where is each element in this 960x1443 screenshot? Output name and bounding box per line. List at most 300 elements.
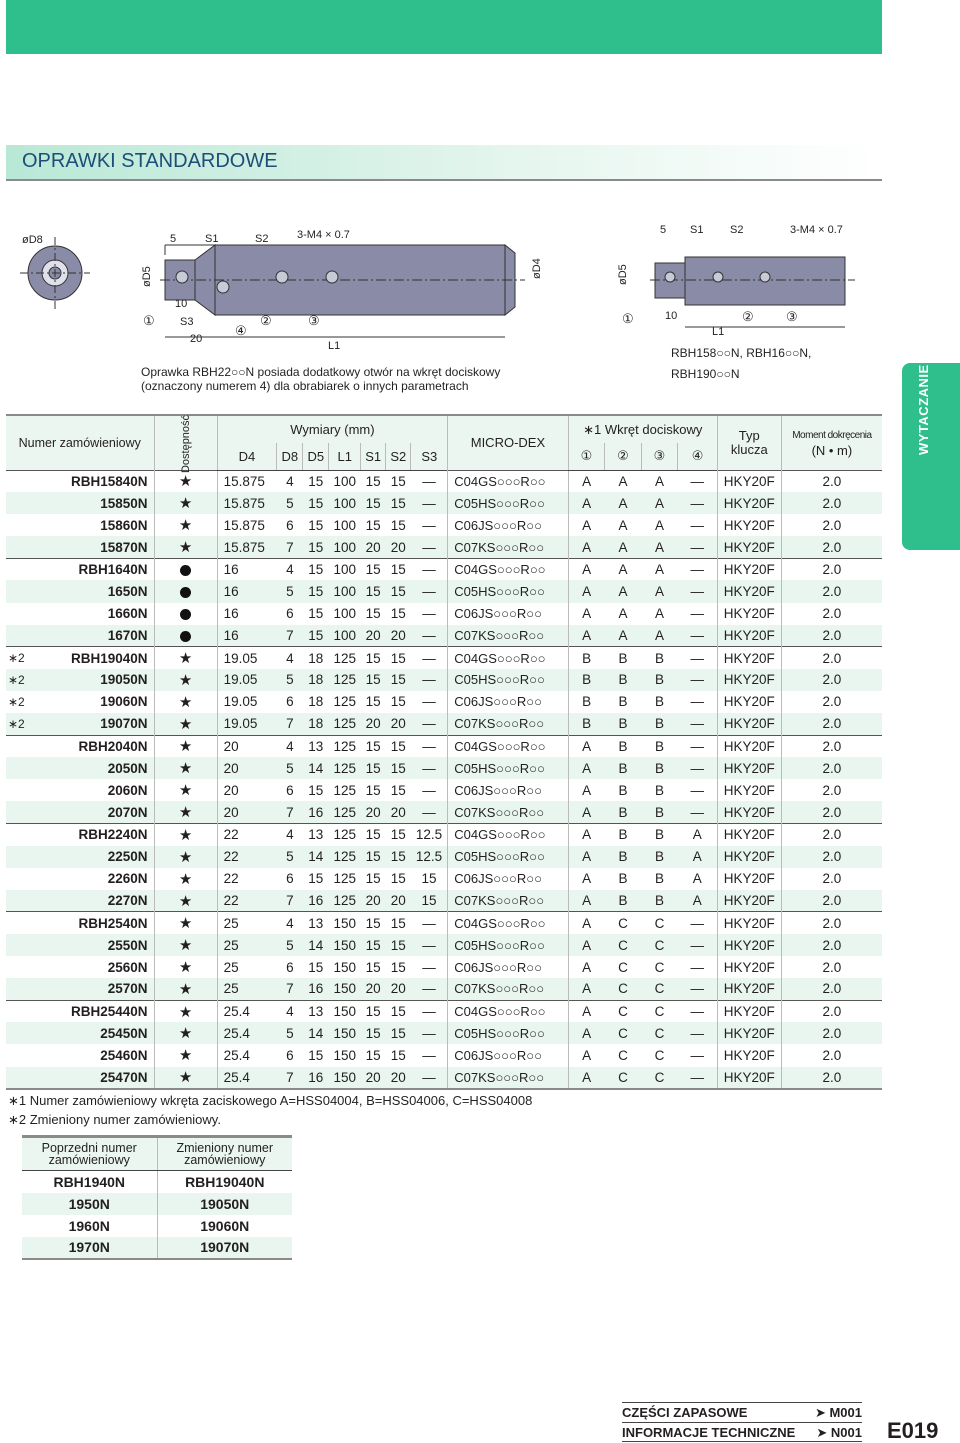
dot-icon [180,565,191,576]
svg-text:S2: S2 [255,233,269,245]
cell-c2: A [618,539,628,555]
table-row [6,912,882,934]
col-dim-4: S1 [361,443,386,470]
cell-d8: 4 [277,558,303,580]
cell-s1: 15 [365,606,381,622]
cell-availability [154,492,217,514]
svg-text:5: 5 [660,224,667,236]
cell-key: HKY20F [717,647,781,669]
cell-s1: 20 [365,981,381,997]
star-icon: ★ [178,539,193,557]
cell-key: HKY20F [717,691,781,713]
side-tab[interactable] [902,363,960,550]
cell-availability [154,603,217,625]
cell-no: 2060N [27,779,154,801]
star-icon: ★ [178,915,193,933]
col-key-type: Typ klucza [717,415,781,470]
cell-d8: 5 [286,672,294,688]
cell-l1: 125 [329,735,361,757]
cell-c2: C [618,981,628,997]
cell-no: 2070N [27,801,154,823]
cell-s3: — [422,517,436,533]
cell-d4: 22 [223,849,239,865]
cell-no: RBH2240N [27,824,154,846]
old-order-no: RBH1940N [53,1173,126,1190]
cell-d5: 14 [308,760,324,776]
cell-tq: 2.0 [822,782,842,798]
cell-c3: C [641,1000,678,1022]
table-row [22,1193,292,1215]
link-technical-info[interactable]: INFORMACJE TECHNICZNE ➤ N001 [622,1422,862,1442]
cell-s3: — [422,495,436,511]
cell-d5: 16 [303,1067,329,1089]
star-icon: ★ [178,715,193,733]
cell-c4: — [690,694,705,710]
cell-no: RBH15840N [27,470,154,492]
table-row [6,558,882,580]
cell-c4: — [690,716,705,732]
cell-d5: 15 [308,1047,324,1063]
cell-key: HKY20F [717,558,781,580]
cell-c2: B [618,804,628,820]
cell-c2: C [618,1025,628,1041]
cell-c1: A [582,1025,592,1041]
star-icon: ★ [178,892,193,910]
cell-c4: — [678,1067,718,1089]
cell-md: C07KS○○○R○○ [448,801,568,823]
cell-d8: 7 [286,804,294,820]
cell-d4: 25.4 [223,1047,250,1063]
star-icon: ★ [178,693,193,711]
cell-md: C07KS○○○R○○ [448,890,568,912]
cell-c4: — [690,606,705,622]
cell-c4: — [678,735,718,757]
cell-d8: 4 [277,470,303,492]
cell-d4: 25.4 [223,1025,250,1041]
table-row [6,669,882,691]
cell-no: 15850N [27,492,154,514]
svg-text:①: ① [622,311,634,326]
cell-s3: — [422,716,436,732]
cell-c3: A [654,539,664,555]
cell-availability [154,580,217,602]
cell-tq: 2.0 [781,1067,882,1089]
cell-availability [154,470,217,492]
cell-key: HKY20F [717,1044,781,1066]
col-order-no: Numer zamówieniowy [6,415,154,470]
cell-c2: C [618,937,628,953]
cell-c4: — [690,1047,705,1063]
cell-availability [154,846,217,868]
cell-mark [6,890,27,912]
cell-c4: — [678,647,718,669]
col-dim-0: D4 [217,443,277,470]
cell-c1: A [568,735,605,757]
cell-mark [6,735,27,757]
cell-key: HKY20F [717,890,781,912]
cell-mark [6,824,27,846]
cell-c1: A [568,824,605,846]
star-icon: ★ [178,848,193,866]
star-icon: ★ [178,870,193,888]
cell-no: 15870N [27,536,154,558]
cell-c1: A [582,981,592,997]
col-dim-3: L1 [329,443,361,470]
cell-key: HKY20F [717,536,781,558]
cell-s1: 15 [365,1025,381,1041]
cell-mark [6,757,27,779]
table-row [6,846,882,868]
link-spare-parts[interactable]: CZĘŚCI ZAPASOWE ➤ M001 [622,1402,862,1422]
cell-key: HKY20F [717,1000,781,1022]
cell-md: C05HS○○○R○○ [448,669,568,691]
cell-c3: A [654,606,664,622]
cell-d8: 5 [286,584,294,600]
cell-d5: 16 [308,981,324,997]
cell-mark [6,1067,27,1089]
cell-availability [154,912,217,934]
cell-s1: 15 [361,647,386,669]
cell-md: C04GS○○○R○○ [448,912,568,934]
cell-c4: — [678,912,718,934]
svg-text:L1: L1 [328,340,341,352]
cell-c2: C [605,1067,642,1089]
cell-c4: — [690,782,705,798]
cell-no: 19060N [27,691,154,713]
cell-d4: 15.875 [223,539,265,555]
drawing-right [600,215,860,345]
col-torque: Moment dokręcenia (N • m) [781,415,882,470]
cell-s1: 15 [365,959,381,975]
cell-tq: 2.0 [822,517,842,533]
cell-s2: 15 [386,558,411,580]
cell-md: C05HS○○○R○○ [448,492,568,514]
cell-availability [154,691,217,713]
cell-s2: 15 [390,871,406,887]
cell-d8: 7 [286,716,294,732]
cell-c3: A [641,558,678,580]
svg-text:3-M4 × 0.7: 3-M4 × 0.7 [297,229,350,241]
star-icon: ★ [178,937,193,955]
cell-d5: 13 [303,824,329,846]
col-screw-0: ① [568,443,605,470]
cell-availability [154,757,217,779]
cell-d5: 18 [303,647,329,669]
cell-key: HKY20F [717,735,781,757]
svg-text:①: ① [143,313,155,328]
table-row [6,580,882,602]
top-color-band [6,0,882,54]
cell-c2: A [618,627,628,643]
cell-c3: A [654,627,664,643]
cell-availability [154,558,217,580]
old-order-no: 1970N [22,1237,157,1259]
cell-availability [154,1067,217,1089]
cell-s3: — [422,760,436,776]
table-row [6,779,882,801]
table-row [6,824,882,846]
table-row [22,1237,292,1259]
cell-no: RBH25440N [27,1000,154,1022]
reference-links [622,1402,862,1442]
cell-c1: B [568,647,605,669]
cell-c1: A [568,558,605,580]
svg-text:②: ② [742,309,754,324]
cell-d5: 18 [308,694,324,710]
cell-availability [154,978,217,1000]
cell-c3: B [654,849,664,865]
cell-mark [6,514,27,536]
cell-d4: 15.875 [223,517,265,533]
cell-s3: — [411,558,448,580]
star-icon: ★ [178,826,193,844]
col-dim-1: D8 [277,443,303,470]
cell-c1: A [582,495,592,511]
col-screw-2: ③ [641,443,678,470]
cell-c3: B [641,824,678,846]
cell-c2: A [618,495,628,511]
cell-d5: 13 [303,1000,329,1022]
new-order-no: 19070N [157,1237,292,1259]
svg-text:S1: S1 [205,233,219,245]
cell-tq: 2.0 [781,735,882,757]
cell-s3: — [411,1067,448,1089]
cell-l1: 100 [333,517,356,533]
cell-s3: — [422,584,436,600]
cell-d8: 5 [286,849,294,865]
section-title-bar [6,145,882,181]
spec-table [6,414,882,1090]
cell-mark [6,801,27,823]
cell-key: HKY20F [717,757,781,779]
cell-s1: 15 [365,782,381,798]
cell-no: RBH2040N [27,735,154,757]
cell-c4: — [690,959,705,975]
cell-c4: A [692,893,702,909]
cell-mark [6,846,27,868]
cell-c2: B [618,672,628,688]
cell-l1: 150 [333,937,356,953]
cell-s2: 20 [390,716,406,732]
cell-d4: 19.05 [223,694,258,710]
cell-d8: 4 [277,1000,303,1022]
cell-no: 2250N [27,846,154,868]
cell-d4: 19.05 [223,672,258,688]
cell-s2: 15 [386,735,411,757]
cell-c4: A [678,824,718,846]
cell-c2: B [618,893,628,909]
cell-tq: 2.0 [781,1000,882,1022]
cell-md: C06JS○○○R○○ [448,514,568,536]
cell-s2: 15 [386,470,411,492]
cell-d5: 18 [308,716,324,732]
cell-d5: 14 [308,849,324,865]
cell-d4: 19.05 [217,647,277,669]
cell-s3: — [422,627,436,643]
cell-s2: 20 [390,627,406,643]
svg-text:③: ③ [308,313,320,328]
cell-tq: 2.0 [781,558,882,580]
cell-md: C07KS○○○R○○ [448,978,568,1000]
cell-l1: 125 [333,760,356,776]
cell-d8: 4 [277,647,303,669]
cell-s1: 15 [365,495,381,511]
cell-s1: 15 [361,470,386,492]
cell-c1: A [582,893,592,909]
cell-tq: 2.0 [822,672,842,688]
cell-key: HKY20F [717,580,781,602]
cell-s2: 15 [390,694,406,710]
cell-c3: A [654,584,664,600]
star-icon: ★ [178,671,193,689]
cell-s1: 15 [361,824,386,846]
cell-md: C04GS○○○R○○ [448,1000,568,1022]
cell-md: C05HS○○○R○○ [448,934,568,956]
cell-s1: 15 [365,517,381,533]
cell-c4: — [690,584,705,600]
cell-key: HKY20F [717,514,781,536]
cell-no: 1660N [27,603,154,625]
svg-text:øD4: øD4 [531,258,543,279]
cell-s2: 15 [390,606,406,622]
cell-md: C05HS○○○R○○ [448,1022,568,1044]
cell-c4: — [690,672,705,688]
cell-c3: B [641,735,678,757]
table-row [6,625,882,647]
section-title: OPRAWKI STANDARDOWE [22,150,278,172]
cell-s2: 15 [390,584,406,600]
cell-mark [6,603,27,625]
svg-text:3-M4 × 0.7: 3-M4 × 0.7 [790,224,843,236]
cell-s3: — [422,539,436,555]
cell-l1: 100 [333,584,356,600]
table-row [6,536,882,558]
table-row [6,934,882,956]
cell-d4: 22 [223,871,239,887]
cell-md: C04GS○○○R○○ [448,735,568,757]
cell-l1: 100 [329,558,361,580]
table-row [6,492,882,514]
cell-key: HKY20F [717,868,781,890]
cell-d5: 14 [308,937,324,953]
cell-s3: 15 [421,893,437,909]
cell-d8: 7 [286,981,294,997]
cell-s2: 15 [390,517,406,533]
cell-d8: 4 [277,735,303,757]
cell-md: C05HS○○○R○○ [448,846,568,868]
cell-s3: — [411,735,448,757]
cell-s3: — [422,937,436,953]
cell-availability [154,536,217,558]
cell-s2: 15 [386,912,411,934]
cell-mark [6,492,27,514]
cell-mark [6,625,27,647]
cell-d8: 4 [277,824,303,846]
col-dimensions: Wymiary (mm) [217,415,448,443]
cell-c1: A [582,517,592,533]
cell-s3: 12.5 [411,824,448,846]
cell-d8: 6 [286,959,294,975]
cell-d4: 15.875 [217,470,277,492]
cell-c4: — [690,981,705,997]
cell-no: 1650N [27,580,154,602]
svg-text:S2: S2 [730,224,744,236]
cell-s1: 15 [361,912,386,934]
col-screw-3: ④ [678,443,718,470]
table-row [6,713,882,735]
cell-key: HKY20F [717,978,781,1000]
cell-no: 2560N [27,956,154,978]
cell-availability [154,625,217,647]
cell-l1: 125 [333,849,356,865]
cell-c1: B [582,672,592,688]
cell-s2: 15 [390,849,406,865]
cell-no: 2050N [27,757,154,779]
cell-s3: — [411,912,448,934]
cell-s2: 15 [390,782,406,798]
cell-key: HKY20F [717,625,781,647]
cell-c4: — [678,558,718,580]
cell-tq: 2.0 [781,647,882,669]
cell-c2: C [605,912,642,934]
cell-mark: ∗2 [8,694,25,709]
cell-c4: — [690,495,705,511]
cell-tq: 2.0 [822,694,842,710]
col-screw-1: ② [605,443,642,470]
cell-d4: 16 [223,584,239,600]
cell-availability [154,956,217,978]
cell-l1: 125 [333,871,356,887]
cell-c3: B [654,760,664,776]
cell-c3: B [654,716,664,732]
col-dim-6: S3 [411,443,448,470]
cell-s2: 15 [386,1000,411,1022]
cell-c4: — [690,627,705,643]
cell-tq: 2.0 [822,627,842,643]
cell-c1: A [582,627,592,643]
cell-s1: 15 [361,1000,386,1022]
cell-d8: 5 [286,937,294,953]
svg-text:5: 5 [170,233,177,245]
cell-s3: — [422,981,436,997]
cell-d5: 15 [308,627,324,643]
cell-c1: A [582,539,592,555]
cell-c2: C [618,1047,628,1063]
cell-md: C06JS○○○R○○ [448,691,568,713]
cell-s3: 12.5 [415,849,443,865]
cell-c2: B [605,735,642,757]
cell-tq: 2.0 [822,849,842,865]
cell-mark [6,470,27,492]
cell-no: 25460N [27,1044,154,1066]
cell-availability [154,713,217,735]
cell-tq: 2.0 [822,937,842,953]
col-availability: Dostępność [154,415,217,470]
cell-l1: 150 [329,912,361,934]
cell-s2: 20 [386,1067,411,1089]
cell-tq: 2.0 [822,495,842,511]
table-row [6,1022,882,1044]
cell-no: RBH19040N [27,647,154,669]
table-row [6,514,882,536]
cell-s2: 15 [386,824,411,846]
cell-c2: B [618,760,628,776]
cell-l1: 125 [333,694,356,710]
cell-availability [154,868,217,890]
cell-s1: 15 [365,584,381,600]
cell-c1: A [582,959,592,975]
cell-d8: 7 [286,893,294,909]
